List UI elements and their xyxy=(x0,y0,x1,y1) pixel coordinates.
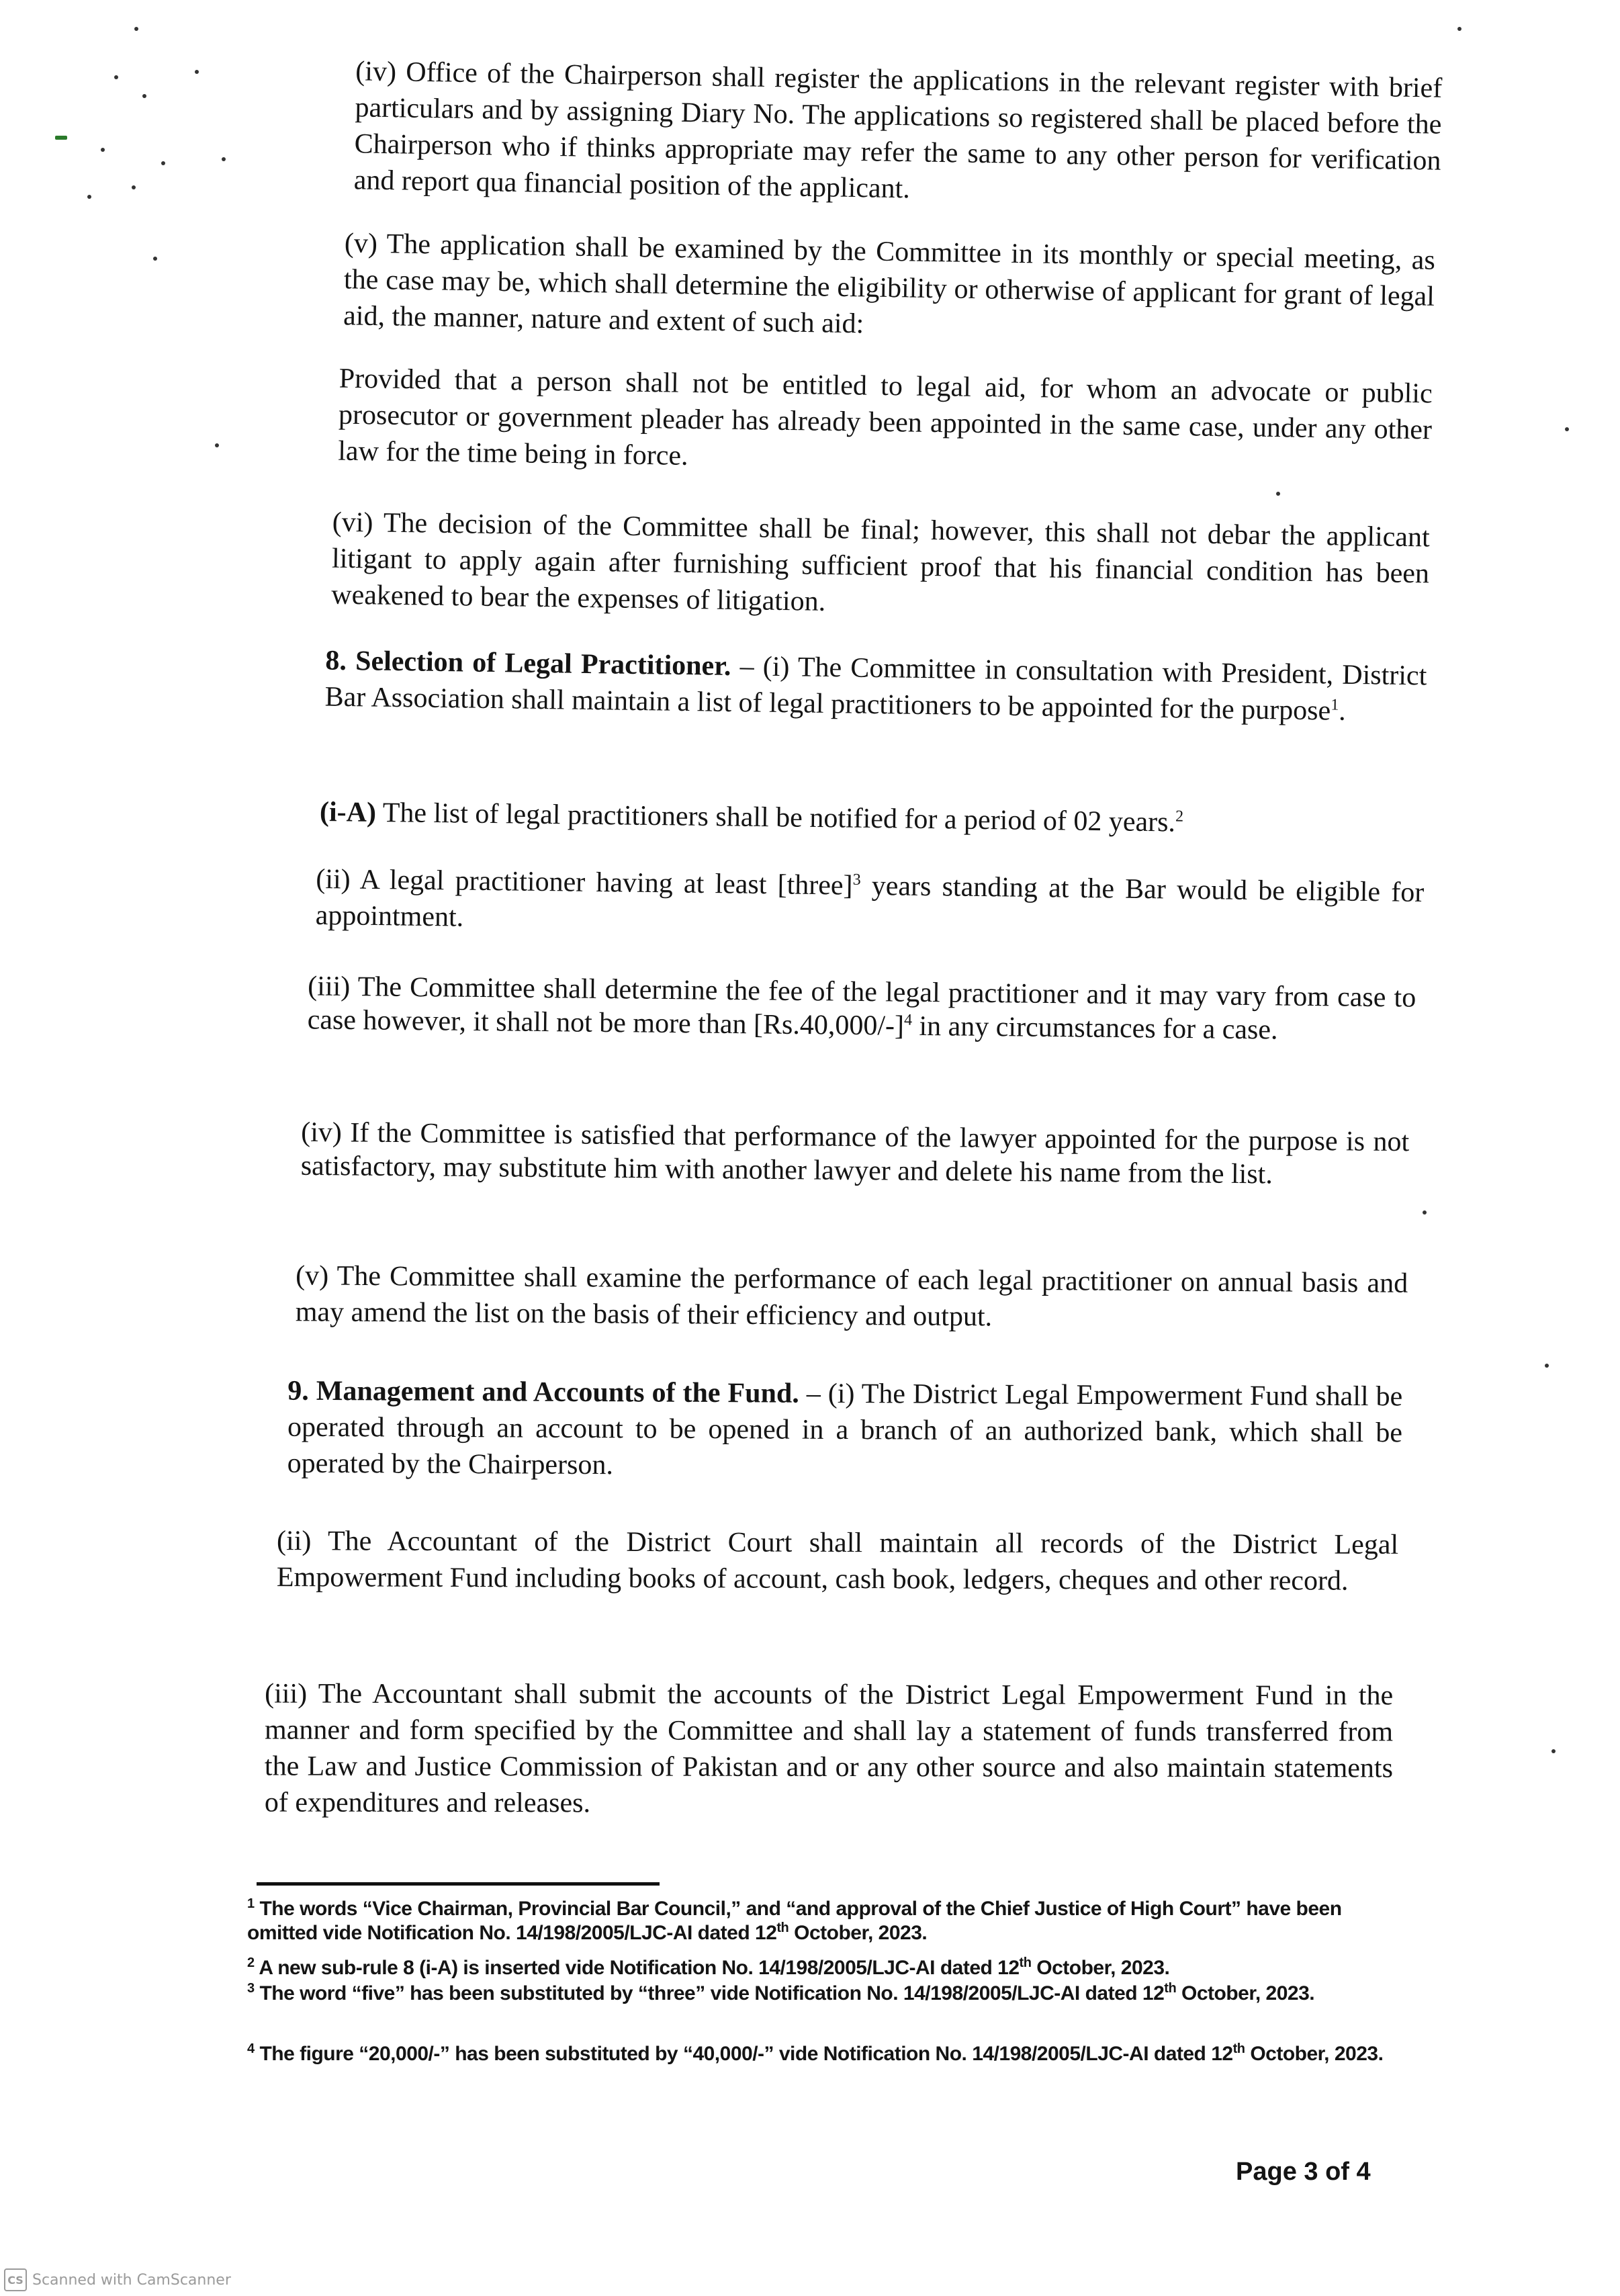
speck xyxy=(1423,1210,1427,1215)
footnote-number: 3 xyxy=(247,1981,255,1996)
clause-v-examination xyxy=(343,225,1435,351)
speck xyxy=(215,443,219,447)
clause-text: (iv) Office of the Chairperson shall register the applications in the relevant register with brief particulars and by assigning Diary No. The applications so registered shall be placed before the Chairperson who if thinks appropriate may refer the same to any other person for verification and report qua financial position of the applicant. xyxy=(353,56,1443,205)
footnote-ref-1: 1 xyxy=(1331,696,1339,714)
footnote-text-end: October, 2023. xyxy=(1176,1982,1315,2004)
section-8-clause-iii xyxy=(308,969,1416,1048)
clause-text: – (i) The Committee in consultation with President, District Bar Association shall maintain a list of legal practitioners to be appointed for the purpose xyxy=(324,650,1427,727)
ordinal-suffix: th xyxy=(1164,1981,1177,1996)
footnote-number: 1 xyxy=(247,1896,255,1911)
footnote-text-end: October, 2023. xyxy=(1245,2043,1384,2065)
clause-text: (v) The Committee shall examine the performance of each legal practitioner on annual basis and may amend the list on the basis of their efficiency and output. xyxy=(295,1260,1408,1333)
section-8-clause-i xyxy=(324,643,1427,731)
section-9-clause-iii xyxy=(265,1676,1393,1823)
section-9-clause-ii xyxy=(277,1523,1398,1599)
footnote-2 xyxy=(247,1956,1389,1980)
clause-text-cont: years standing at the Bar would be eligible for appointment. xyxy=(315,870,1425,933)
clause-vi-decision xyxy=(331,504,1430,629)
ordinal-suffix: th xyxy=(776,1920,789,1935)
speck xyxy=(1276,492,1280,496)
clause-iv-office-registration xyxy=(353,53,1442,215)
footnote-text: The words “Vice Chairman, Provincial Bar Council,” and “and approval of the Chief Justice of High Court” have been omitted vide Notification No. 14/198/2005/LJC-AI dated 12 xyxy=(247,1898,1342,1944)
footnote-number: 2 xyxy=(247,1955,255,1970)
scanner-watermark xyxy=(4,2268,231,2292)
speck xyxy=(1551,1749,1556,1753)
speck xyxy=(195,70,199,74)
footnote-text-end: October, 2023. xyxy=(789,1922,928,1944)
clause-text: Provided that a person shall not be entitled to legal aid, for whom an advocate or public prosecutor or government pleader has already been appointed in the same case, under any other law for the time being in force. xyxy=(338,363,1433,472)
clause-text: (vi) The decision of the Committee shall be final; however, this shall not debar the applicant litigant to apply again after furnishing sufficient proof that his financial condition has been weakened to bear the expenses of litigation. xyxy=(331,506,1430,617)
section-8-clause-v xyxy=(296,1257,1408,1338)
footnote-3 xyxy=(247,1982,1389,2006)
clause-text: – (i) The District Legal Empowerment Fund shall be operated through an account to be opened in a branch of an authorized bank, which shall be operated by the Chairperson. xyxy=(287,1378,1403,1481)
ordinal-suffix: th xyxy=(1019,1955,1032,1970)
footnote-ref-3: 3 xyxy=(852,871,861,889)
speck xyxy=(1565,427,1569,431)
footnote-divider xyxy=(257,1882,660,1886)
speck xyxy=(87,195,91,199)
clause-text: The list of legal practitioners shall be notified for a period of 02 years. xyxy=(375,797,1176,838)
clause-label: (i-A) xyxy=(319,796,377,828)
footnote-text: The word “five” has been substituted by “three” vide Notification No. 14/198/2005/LJC-AI dated 12 xyxy=(254,1982,1165,2004)
footnote-text: The figure “20,000/-” has been substituted by “40,000/-” vide Notification No. 14/198/2005/LJC-AI dated 12 xyxy=(254,2043,1233,2065)
camscanner-logo-icon: CS xyxy=(4,2268,27,2291)
proviso-paragraph xyxy=(338,361,1433,485)
section-9-clause-i xyxy=(287,1373,1403,1488)
clause-text: (iii) The Committee shall determine the fee of the legal practitioner and it may vary from case to case however, it shall not be more than [Rs.40,000/-] xyxy=(307,971,1416,1042)
speck xyxy=(222,157,226,161)
clause-text: (v) The application shall be examined by the Committee in its monthly or special meeting, as the case may be, which shall determine the eligibility or otherwise of applicant for grant of legal aid, the manner, nature and extent of such aid: xyxy=(343,228,1436,340)
clause-text-end: . xyxy=(1338,695,1347,727)
speck xyxy=(134,27,138,31)
clause-text-cont: in any circumstances for a case. xyxy=(911,1010,1278,1046)
speck xyxy=(153,257,157,261)
speck xyxy=(142,94,146,98)
section-8-heading: 8. Selection of Legal Practitioner. xyxy=(325,645,731,682)
clause-text: (iii) The Accountant shall submit the accounts of the District Legal Empowerment Fund in the manner and form specified by the Committee and shall lay a statement of funds transferred from the Law and Justice Commission of Pakistan and or any other source and also maintain statements of expenditures and releases. xyxy=(264,1678,1394,1819)
speck xyxy=(1545,1364,1549,1368)
footnote-ref-2: 2 xyxy=(1175,807,1184,826)
speck xyxy=(132,185,136,189)
footnote-text: A new sub-rule 8 (i-A) is inserted vide Notification No. 14/198/2005/LJC-AI dated 12 xyxy=(254,1957,1020,1979)
page-number: Page 3 of 4 xyxy=(1236,2158,1371,2186)
footnote-4 xyxy=(247,2042,1389,2066)
ordinal-suffix: th xyxy=(1232,2041,1245,2056)
speck xyxy=(101,148,105,152)
speck xyxy=(161,161,165,165)
section-8-clause-iv xyxy=(301,1116,1410,1192)
speck xyxy=(1457,27,1461,31)
clause-text: (ii) The Accountant of the District Court shall maintain all records of the District Legal Empowerment Fund including books of account, cash book, ledgers, cheques and other record. xyxy=(276,1526,1399,1597)
section-9-heading: 9. Management and Accounts of the Fund. xyxy=(287,1375,799,1409)
section-8-clause-ii xyxy=(315,861,1424,947)
footnote-text-end: October, 2023. xyxy=(1031,1957,1170,1979)
speck xyxy=(114,75,118,79)
clause-text: (iv) If the Committee is satisfied that performance of the lawyer appointed for the purpose is not satisfactory, may substitute him with another lawyer and delete his name from the list. xyxy=(300,1116,1410,1190)
clause-text: (ii) A legal practitioner having at least [three] xyxy=(316,863,853,901)
speck xyxy=(55,136,67,140)
footnote-ref-4: 4 xyxy=(903,1011,913,1029)
footnote-1 xyxy=(247,1897,1389,1945)
section-8-clause-i-a xyxy=(320,794,1429,844)
footnote-number: 4 xyxy=(247,2041,255,2056)
watermark-text: Scanned with CamScanner xyxy=(32,2271,231,2289)
